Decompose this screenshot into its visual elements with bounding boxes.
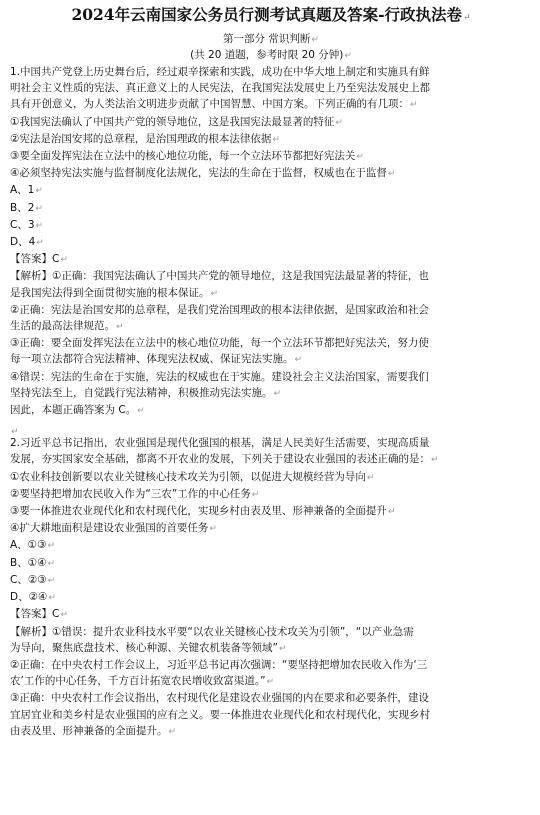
analysis-line: 由表及里、形神兼备的全面提升。↵ xyxy=(10,724,177,737)
option-b: B、2↵ xyxy=(10,201,43,214)
statement-item: ③要全面发挥宪法在立法中的核心地位功能，每一个立法环节都把好宪法关↵ xyxy=(10,150,364,163)
answer-line: 【答案】C↵ xyxy=(10,253,68,266)
analysis-line: 为导向，聚焦底盘技术、核心种源、关键农机装备等领域”↵ xyxy=(10,641,287,654)
answer-line: 【答案】C↵ xyxy=(10,608,68,621)
question-stem-line: 1.中国共产党登上历史舞台后，经过艰辛探索和实践，成功在中华大地上制定和实施具有鲜 xyxy=(10,66,430,78)
question-stem-line: 具有开创意义，为人类法治文明进步贡献了中国智慧、中国方案。下列正确的有几项：↵ xyxy=(10,98,418,111)
statement-item: ①农业科技创新要以农业关键核心技术攻关为引领，以促进大规模经营为导向↵ xyxy=(10,470,375,483)
option-c: C、3↵ xyxy=(10,218,44,231)
analysis-line: ②正确：宪法是治国安邦的总章程，是我们党治国理政的根本法律依据，是国家政治和社会 xyxy=(10,303,429,316)
analysis-line: ③正确：中央农村工作会议指出，农村现代化是建设农业强国的内在要求和必要条件，建设 xyxy=(10,692,429,705)
document-page xyxy=(10,4,532,740)
analysis-line: 【解析】①正确：我国宪法确认了中国共产党的领导地位，这是我国宪法最显著的特征，也 xyxy=(10,270,429,283)
question-stem-line: 2.习近平总书记指出，农业强国是现代化强国的根基，满足人民美好生活需要，实现高质量 xyxy=(10,437,430,450)
section-note: (共 20 道题，参考时限 20 分钟)↵ xyxy=(190,49,352,61)
statement-item: ③要一体推进农业现代化和农村现代化，实现乡村由表及里、形神兼备的全面提升↵ xyxy=(10,505,396,518)
statement-item: ④扩大耕地面积是建设农业强国的首要任务↵ xyxy=(10,522,217,535)
analysis-line: 坚持宪法至上，自觉践行宪法精神，积极推动宪法实施。↵ xyxy=(10,386,282,399)
statement-item: ①我国宪法确认了中国共产党的领导地位，这是我国宪法最显著的特征↵ xyxy=(10,115,343,128)
option-d: D、②④↵ xyxy=(10,591,56,604)
analysis-line: ②正确：在中央农村工作会议上，习近平总书记再次强调：“要坚持把增加农民收入作为‘三 xyxy=(10,658,428,671)
analysis-line: 生活的最高法律规范。↵ xyxy=(10,320,124,333)
option-a: A、1↵ xyxy=(10,184,43,197)
paragraph-gap: ↵ xyxy=(11,427,19,438)
option-d: D、4↵ xyxy=(10,236,44,249)
option-b: B、①④↵ xyxy=(10,556,56,569)
question-stem-line: 明社会主义性质的宪法、真正意义上的人民宪法，在我国宪法发展史上乃至宪法发展史上都 xyxy=(10,82,430,95)
question-2 xyxy=(10,435,532,740)
analysis-line: 宜居宜业和美乡村是农业强国的应有之义。要一体推进农业现代化和农村现代化，实现乡村 xyxy=(10,708,430,721)
statement-item: ④必须坚持宪法实施与监督制度化法规化，宪法的生命在于监督，权威也在于监督↵ xyxy=(10,167,396,180)
analysis-line: 【解析】①错误：提升农业科技水平要“以农业关键核心技术攻关为引领”，“以产业急需 xyxy=(10,625,414,638)
statement-item: ②宪法是治国安邦的总章程，是治国理政的根本法律依据↵ xyxy=(10,132,280,145)
option-c: C、②③↵ xyxy=(10,573,56,586)
document-title: 2024年云南国家公务员行测考试真题及答案-行政执法卷↵ xyxy=(71,5,471,24)
analysis-line: ③正确：要全面发挥宪法在立法中的核心地位功能，每一个立法环节都把好宪法关，努力使 xyxy=(10,337,429,350)
section-heading: 第一部分 常识判断↵ xyxy=(223,33,319,45)
question-1 xyxy=(10,64,532,419)
analysis-line: 是我国宪法得到全面贯彻实施的根本保证。↵ xyxy=(10,286,219,299)
analysis-line: 农’工作的中心任务，千方百计拓宽农民增收致富渠道。”↵ xyxy=(10,675,275,688)
analysis-conclusion: 因此，本题正确答案为 C。↵ xyxy=(10,404,145,417)
analysis-line: ④错误：宪法的生命在于实施，宪法的权威也在于实施。建设社会主义法治国家，需要我们 xyxy=(10,370,429,383)
statement-item: ②要坚持把增加农民收入作为“三农”工作的中心任务↵ xyxy=(10,487,260,500)
question-stem-line: 发展，夯实国家安全基础，都离不开农业的发展，下列关于建设农业强国的表述正确的是：↵ xyxy=(10,453,439,466)
analysis-line: 每一项立法都符合宪法精神、体现宪法权威、保证宪法实施。↵ xyxy=(10,353,303,366)
option-a: A、①③↵ xyxy=(10,539,56,552)
